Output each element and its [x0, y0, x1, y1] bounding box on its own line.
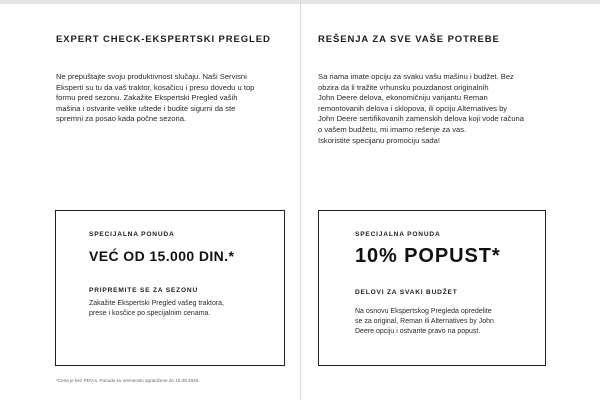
right-paragraph-line: o vašem budžetu, mi imamo rešenje za vas. [318, 124, 467, 134]
left-card-price: VEĆ OD 15.000 DIN.* [89, 248, 235, 264]
right-offer-card [318, 210, 546, 366]
left-card-sub-label: PRIPREMITE SE ZA SEZONU [89, 287, 199, 294]
right-card-text-line: se za original, Reman ili Alternatives by John [355, 318, 494, 326]
right-card-label: SPECIJALNA PONUDA [355, 231, 441, 238]
left-offer-card [55, 210, 285, 366]
left-paragraph-line: spremni za posao kada počne sezona. [56, 114, 187, 124]
right-paragraph-line: Iskoristite specijanu promociju sada! [318, 135, 440, 145]
left-card-text [89, 299, 279, 319]
left-paragraph-line: formu pred sezonu. Zakažite Ekspertski Pregled vaših [56, 93, 238, 103]
left-paragraph-line: Ne prepuštajte svoju produktivnost slučaju. Naši Servisni [56, 72, 247, 81]
right-paragraph-line: Sa nama imate opciju za svaku vašu mašinu i budžet. Bez [318, 72, 514, 81]
right-paragraph-line: remontovanih delova i sklopova, ili opciju Alternatives by [318, 103, 508, 113]
right-paragraph-line: obzira da li tražite vrhunsku pouzdanost originalnih [318, 82, 489, 92]
left-paragraph-line: mašina i ostvarite velike uštede i budite sigurni da ste [56, 103, 236, 113]
right-card-discount: 10% POPUST* [355, 245, 501, 267]
right-card-text-line: Na osnovu Ekspertskog Pregleda opredelite [355, 308, 492, 315]
footnote: *Cena je bez PDV-a. Ponude su vremenski ograničene do 15.08.2025. [56, 378, 200, 383]
left-paragraph [56, 72, 284, 125]
right-paragraph-line: John Deere sertifikovanih zamenskih delova koji vode računa [318, 114, 524, 124]
left-card-text-line: Zakažite Ekspertski Pregled vašeg traktora, [89, 300, 225, 307]
right-card-text-line: Deere opciju i ostvarite pravo na popust. [355, 328, 481, 336]
right-card-sub-label: DELOVI ZA SVAKI BUDŽET [355, 289, 458, 296]
right-heading: REŠENJA ZA SVE VAŠE POTREBE [318, 34, 500, 45]
left-card-text-line: prese i kosčice po specijalnim cenama. [89, 310, 211, 318]
right-paragraph-line: John Deere delova, ekonomičniju varijantu Reman [318, 93, 488, 103]
left-heading: EXPERT CHECK-EKSPERTSKI PREGLED [56, 34, 271, 45]
left-card-label: SPECIJALNA PONUDA [89, 231, 175, 238]
right-card-text [355, 307, 540, 338]
left-paragraph-line: Eksperti su tu da vaš traktor, kosačicu i presu dovedu u top [56, 82, 255, 92]
right-paragraph [318, 72, 546, 146]
column-divider [300, 0, 301, 400]
